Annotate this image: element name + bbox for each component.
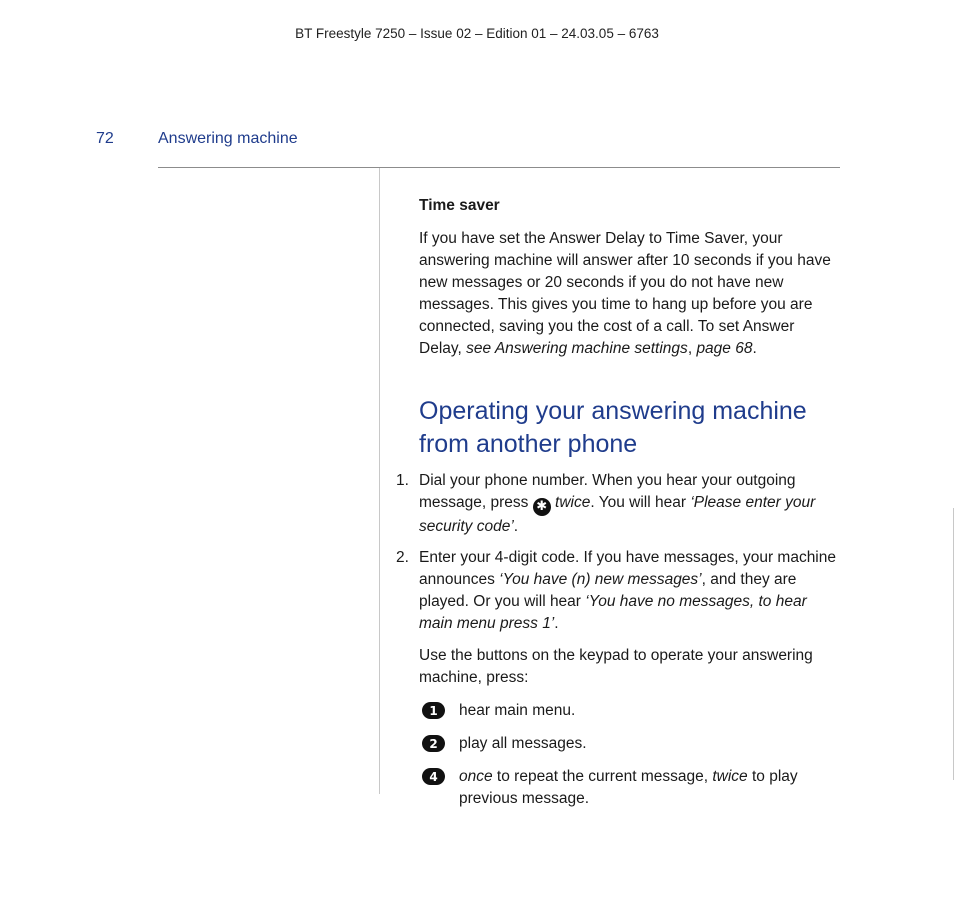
time-saver-heading: Time saver [419,197,500,214]
step-quote: ‘You have no messages, to hear main menu press 1’ [419,593,807,632]
section-heading: Operating your answering machine from another phone [419,397,807,458]
key-1-icon: 1 [422,702,445,719]
step-number: 2. [396,549,409,566]
para-text: If you have set the Answer Delay to Time Saver, your answering machine will answer after 10 seconds if you have new messages or 20 seconds if you do not have new messages. This gives you time to hang up before you are connected, saving you the cost of a call. To set Answer Delay, [419,230,831,357]
section-title: Answering machine [158,130,298,147]
keypad-item-text: play all messages. [459,735,587,752]
item-emphasis: once [459,768,493,785]
step-text: . [513,518,519,535]
step-quote: ‘Please enter your security code’ [419,494,816,535]
item-text: to repeat the current message, [492,768,713,785]
step-text: . You will hear [590,494,691,511]
step-text: Enter your 4-digit code. If you have messages, your machine announces [419,549,836,588]
step-text: , and they are played. Or you will hear [419,571,797,610]
keypad-item-text [459,766,839,810]
keypad-instructions: Use the buttons on the keypad to operate your answering machine, press: [419,647,813,686]
item-emphasis: twice [712,768,748,785]
horizontal-divider [158,167,840,168]
cross-reference: see Answering machine settings [466,340,688,357]
step-emphasis: twice [555,494,591,511]
page-number: 72 [96,130,114,147]
step-quote: ‘You have (n) new messages’ [499,571,702,588]
step-number: 1. [396,472,409,489]
para-text: , [687,340,697,357]
column-divider [379,168,380,794]
key-4-icon: 4 [422,768,445,785]
star-key-icon: ✱ [533,498,551,516]
document-header: BT Freestyle 7250 – Issue 02 – Edition 01 – 24.03.05 – 6763 [295,26,659,41]
step-text: Dial your phone number. When you hear your outgoing message, press [419,472,796,511]
page-reference: page 68 [696,340,753,357]
step-text: . [554,615,559,632]
step-1-text [419,470,839,538]
item-text: to play previous message. [459,768,798,807]
time-saver-paragraph [419,228,839,360]
para-text: . [752,340,757,357]
step-2-text [419,547,839,635]
key-2-icon: 2 [422,735,445,752]
keypad-item-text: hear main menu. [459,702,576,719]
